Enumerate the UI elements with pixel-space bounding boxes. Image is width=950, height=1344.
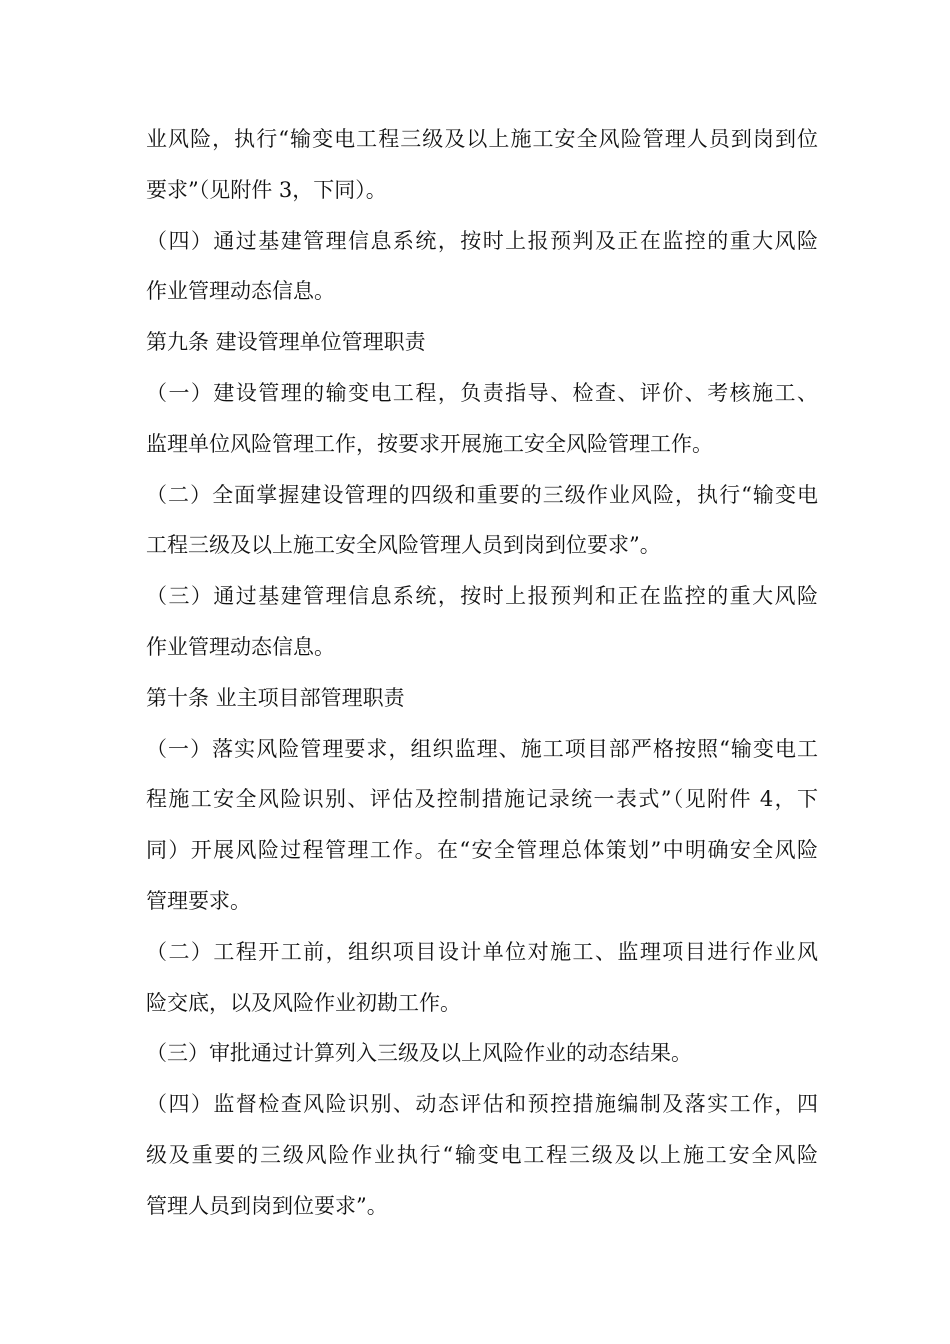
text-line: 同）开展风险过程管理工作。在“安全管理总体策划”中明确安全风险 (146, 838, 818, 863)
text-line: 作业管理动态信息。 (146, 634, 335, 659)
text-line: （三）审批通过计算列入三级及以上风险作业的动态结果。 (146, 1041, 692, 1066)
text-line: 第十条 业主项目部管理职责 (146, 685, 405, 710)
text-line: 监理单位风险管理工作，按要求开展施工安全风险管理工作。 (146, 431, 713, 456)
text-line: 程施工安全风险识别、评估及控制措施记录统一表式”（见附件 4，下 (146, 787, 818, 812)
text-line: （四）通过基建管理信息系统，按时上报预判及正在监控的重大风险 (146, 228, 818, 253)
text-line: 险交底，以及风险作业初勘工作。 (146, 990, 461, 1015)
document-body (146, 114, 818, 1232)
text-line: 要求”（见附件 3，下同）。 (146, 177, 387, 202)
text-line: 第九条 建设管理单位管理职责 (146, 330, 426, 355)
text-line: （四）监督检查风险识别、动态评估和预控措施编制及落实工作，四 (146, 1092, 818, 1117)
text-line: 级及重要的三级风险作业执行“输变电工程三级及以上施工安全风险 (146, 1142, 818, 1167)
text-line: （三）通过基建管理信息系统，按时上报预判和正在监控的重大风险 (146, 584, 818, 609)
text-line: 工程三级及以上施工安全风险管理人员到岗到位要求”。 (146, 533, 661, 558)
text-line: （二）全面掌握建设管理的四级和重要的三级作业风险，执行“输变电 (146, 482, 818, 507)
text-line: 管理人员到岗到位要求”。 (146, 1193, 388, 1218)
text-line: 管理要求。 (146, 888, 251, 913)
text-line: （一）落实风险管理要求，组织监理、施工项目部严格按照“输变电工 (146, 736, 818, 761)
text-line: 业风险，执行“输变电工程三级及以上施工安全风险管理人员到岗到位 (146, 127, 818, 151)
text-line: （二）工程开工前，组织项目设计单位对施工、监理项目进行作业风 (146, 939, 818, 964)
text-line: 作业管理动态信息。 (146, 279, 335, 304)
text-line: （一）建设管理的输变电工程，负责指导、检查、评价、考核施工、 (146, 380, 818, 405)
